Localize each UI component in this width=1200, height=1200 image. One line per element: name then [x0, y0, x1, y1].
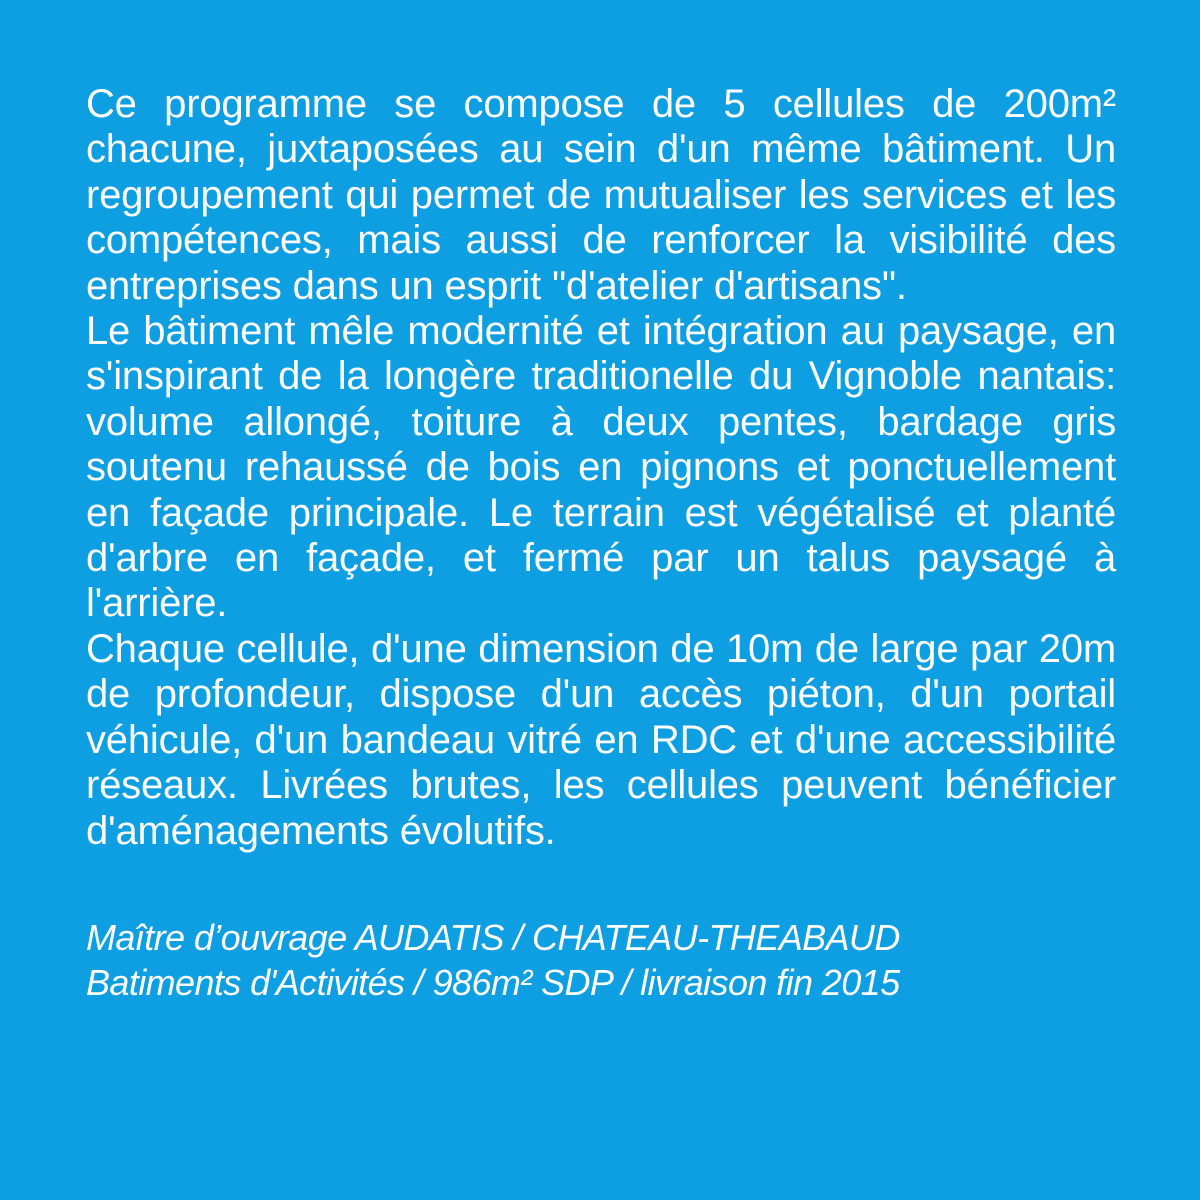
description-paragraph-2: Le bâtiment mêle modernité et intégration au paysage, en s'inspirant de la longère traditionelle du Vignoble nantais: volume allongé, toiture à deux pentes, bardage gris soutenu rehaussé de bois en pignons et ponctuellement en façade principale. Le terrain est végétalisé et planté d'arbre en façade, et fermé par un talus paysagé à l'arrière.	[86, 309, 1116, 626]
project-credits	[86, 915, 1116, 1005]
project-details-line: Batiments d'Activités / 986m² SDP / livraison fin 2015	[86, 961, 900, 1003]
client-line: Maître d’ouvrage AUDATIS / CHATEAU-THEABAUD	[86, 916, 900, 958]
description-paragraph-3: Chaque cellule, d'une dimension de 10m de large par 20m de profondeur, dispose d'un accès piéton, d'un portail véhicule, d'un bandeau vitré en RDC et d'une accessibilité réseaux. Livrées brutes, les cellules peuvent bénéficier d'aménagements évolutifs.	[86, 626, 1116, 853]
project-description	[86, 82, 1116, 854]
description-paragraph-1: Ce programme se compose de 5 cellules de 200m² chacune, juxtaposées au sein d'un même bâtiment. Un regroupement qui permet de mutualiser les services et les compétences, mais aussi de renforcer la visibilité des entreprises dans un esprit "d'atelier d'artisans".	[86, 82, 1116, 308]
